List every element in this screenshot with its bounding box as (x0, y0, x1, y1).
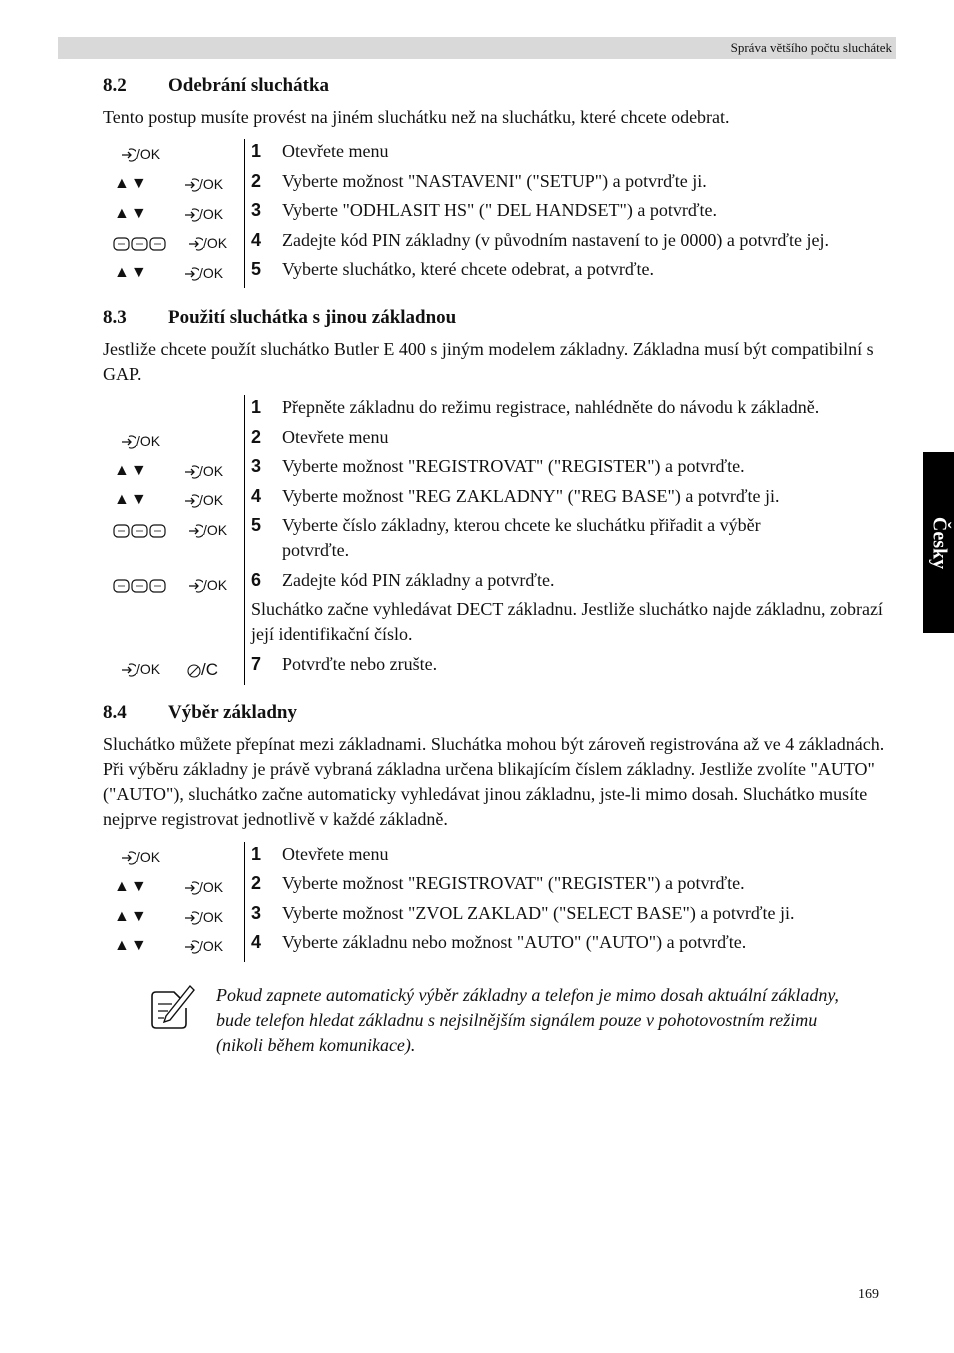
section-intro: Sluchátko můžete přepínat mezi základnami. Sluchátka mohou být zároveň registrována až ve 4 základnách. Při výběru základny je právě vybraná základna určena blikajícím číslem základny. Jestliže zvolíte "AUTO" ("AUTO"), sluchátko začne automaticky vyhledávat jinou základnu, jste-li mimo dosah. Sluchátko musíte nejprve registrovat jednotlivě v každé základně. (103, 734, 885, 829)
menu-ok-icon: /OK (183, 206, 223, 222)
menu-ok-icon: /OK (183, 909, 223, 925)
up-down-arrows-icon: ▲▼ (114, 878, 148, 895)
up-down-arrows-icon: ▲▼ (114, 491, 148, 508)
up-down-arrows-icon: ▲▼ (114, 908, 148, 925)
up-down-arrows-icon: ▲▼ (114, 264, 148, 281)
section-title: Použití sluchátka s jinou základnou (168, 307, 457, 328)
menu-ok-icon: /OK (120, 146, 160, 162)
section-number: 8.4 (103, 702, 127, 723)
section-title: Výběr základny (168, 702, 297, 723)
note-pencil-icon (146, 982, 198, 1039)
note-text: Pokud zapnete automatický výběr základny a telefon je mimo dosah aktuální základny, bude telefon hledat základnu s nejsilnějším signálem pouze v pohotovostním režimu (nikoli během komunikace). (216, 985, 839, 1055)
menu-ok-icon: /OK (183, 938, 223, 954)
section-number: 8.2 (103, 75, 127, 96)
menu-ok-icon: /OK (187, 522, 227, 538)
cancel-icon: /C (187, 660, 218, 680)
menu-ok-icon: /OK (183, 265, 223, 281)
language-tab-label: Česky (928, 516, 950, 569)
up-down-arrows-icon: ▲▼ (114, 462, 148, 479)
running-header (58, 37, 896, 59)
menu-ok-icon: /OK (120, 849, 160, 865)
menu-ok-icon: /OK (187, 235, 227, 251)
keypad-icon (113, 577, 167, 593)
menu-ok-icon: /OK (187, 577, 227, 593)
up-down-arrows-icon: ▲▼ (114, 937, 148, 954)
language-tab (923, 452, 954, 633)
menu-ok-icon: /OK (120, 433, 160, 449)
section-intro: Tento postup musíte provést na jiném sluchátku než na sluchátku, které chcete odebrat. (103, 107, 730, 127)
steps-8-4: 1 Otevřete menu 2 Vyberte možnost "REGISTROVAT" ("REGISTER") a potvrďte. 3 Vyberte možnost "ZVOL ZAKLAD" ("SELECT BASE") a potvrďte ji. 4 Vyberte základnu nebo možnost "AUTO" ("AUTO") a potvrďte. (244, 842, 245, 962)
up-down-arrows-icon: ▲▼ (114, 205, 148, 222)
section-number: 8.3 (103, 307, 127, 328)
section-intro: Jestliže chcete použít sluchátko Butler E 400 s jiným modelem základny. Základna musí být compatibilní s GAP. (103, 339, 874, 384)
steps-8-2: 1 Otevřete menu 2 Vyberte možnost "NASTAVENI" ("SETUP") a potvrďte ji. 3 Vyberte "ODHLASIT HS" (" DEL HANDSET") a potvrďte. 4 Zadejte kód PIN základny (v původním nastavení to je 0000) a potvrďte jej. 5 Vyberte sluchátko, které chcete odebrat, a potvrďte. (244, 139, 245, 288)
header-title: Správa většího počtu sluchátek (730, 40, 892, 55)
up-down-arrows-icon: ▲▼ (114, 175, 148, 192)
section-heading-8-4 (103, 702, 297, 724)
menu-ok-icon: /OK (183, 463, 223, 479)
section-title: Odebrání sluchátka (168, 75, 330, 96)
step-note: Sluchátko začne vyhledávat DECT základnu. Jestliže sluchátko najde základnu, zobrazí její identifikační číslo. (251, 599, 883, 644)
menu-ok-icon: /OK (120, 661, 160, 677)
keypad-icon (113, 522, 167, 538)
menu-ok-icon: /OK (183, 176, 223, 192)
page-number: 169 (858, 1287, 879, 1302)
menu-ok-icon: /OK (183, 879, 223, 895)
steps-8-3: 1 Přepněte základnu do režimu registrace, nahlédněte do návodu k základně. 2 Otevřete menu 3 Vyberte možnost "REGISTROVAT" ("REGISTER") a potvrďte. 4 Vyberte možnost "REG ZAKLADNY" ("REG BASE") a potvrďte ji. 5 Vyberte číslo základny, kterou chcete ke sluchátku přiřadit a výběr potvrďte. 6 Zadejte kód PIN základny a potvrďte. Sluchátko začne vyhledávat DECT základnu. Jestliže sluchátko najde základnu, zobrazí její identifikační číslo. 7 Potvrďte nebo zrušte. (244, 395, 245, 685)
keypad-icon (113, 235, 167, 251)
menu-ok-icon: /OK (183, 492, 223, 508)
section-heading-8-2 (103, 75, 329, 97)
section-heading-8-3 (103, 307, 456, 329)
